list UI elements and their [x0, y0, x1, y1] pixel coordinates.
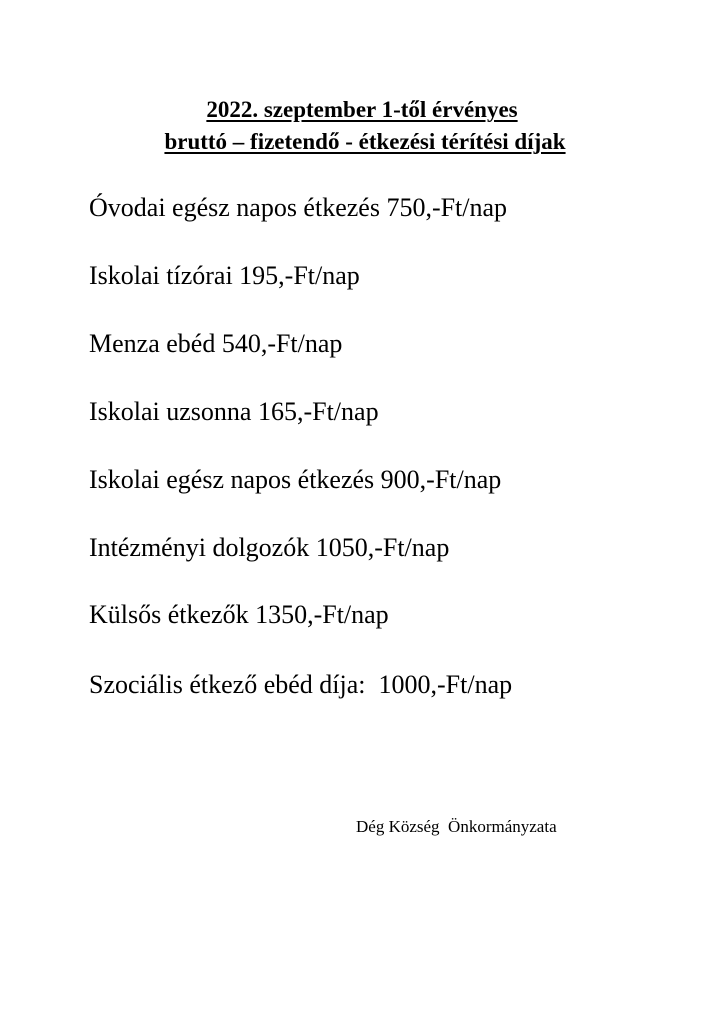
price-item-iskolai-egesz-napos: Iskolai egész napos étkezés 900,-Ft/nap	[89, 465, 502, 494]
title-line-1: 2022. szeptember 1-től érvényes	[206, 97, 518, 122]
price-item-ovodai: Óvodai egész napos étkezés 750,-Ft/nap	[89, 193, 508, 222]
price-item-dolgozok: Intézményi dolgozók 1050,-Ft/nap	[89, 533, 450, 562]
price-item-szocialis: Szociális étkező ebéd díja: 1000,-Ft/nap	[89, 670, 513, 699]
price-item-kulsos: Külsős étkezők 1350,-Ft/nap	[89, 600, 389, 629]
title-line-2: bruttó – fizetendő - étkezési térítési díjak	[164, 129, 566, 154]
signature: Dég Község Önkormányzata	[356, 817, 557, 836]
price-item-menza: Menza ebéd 540,-Ft/nap	[89, 329, 343, 358]
price-item-uzsonna: Iskolai uzsonna 165,-Ft/nap	[89, 397, 379, 426]
price-item-tizorai: Iskolai tízórai 195,-Ft/nap	[89, 261, 360, 290]
document-title	[0, 94, 724, 158]
